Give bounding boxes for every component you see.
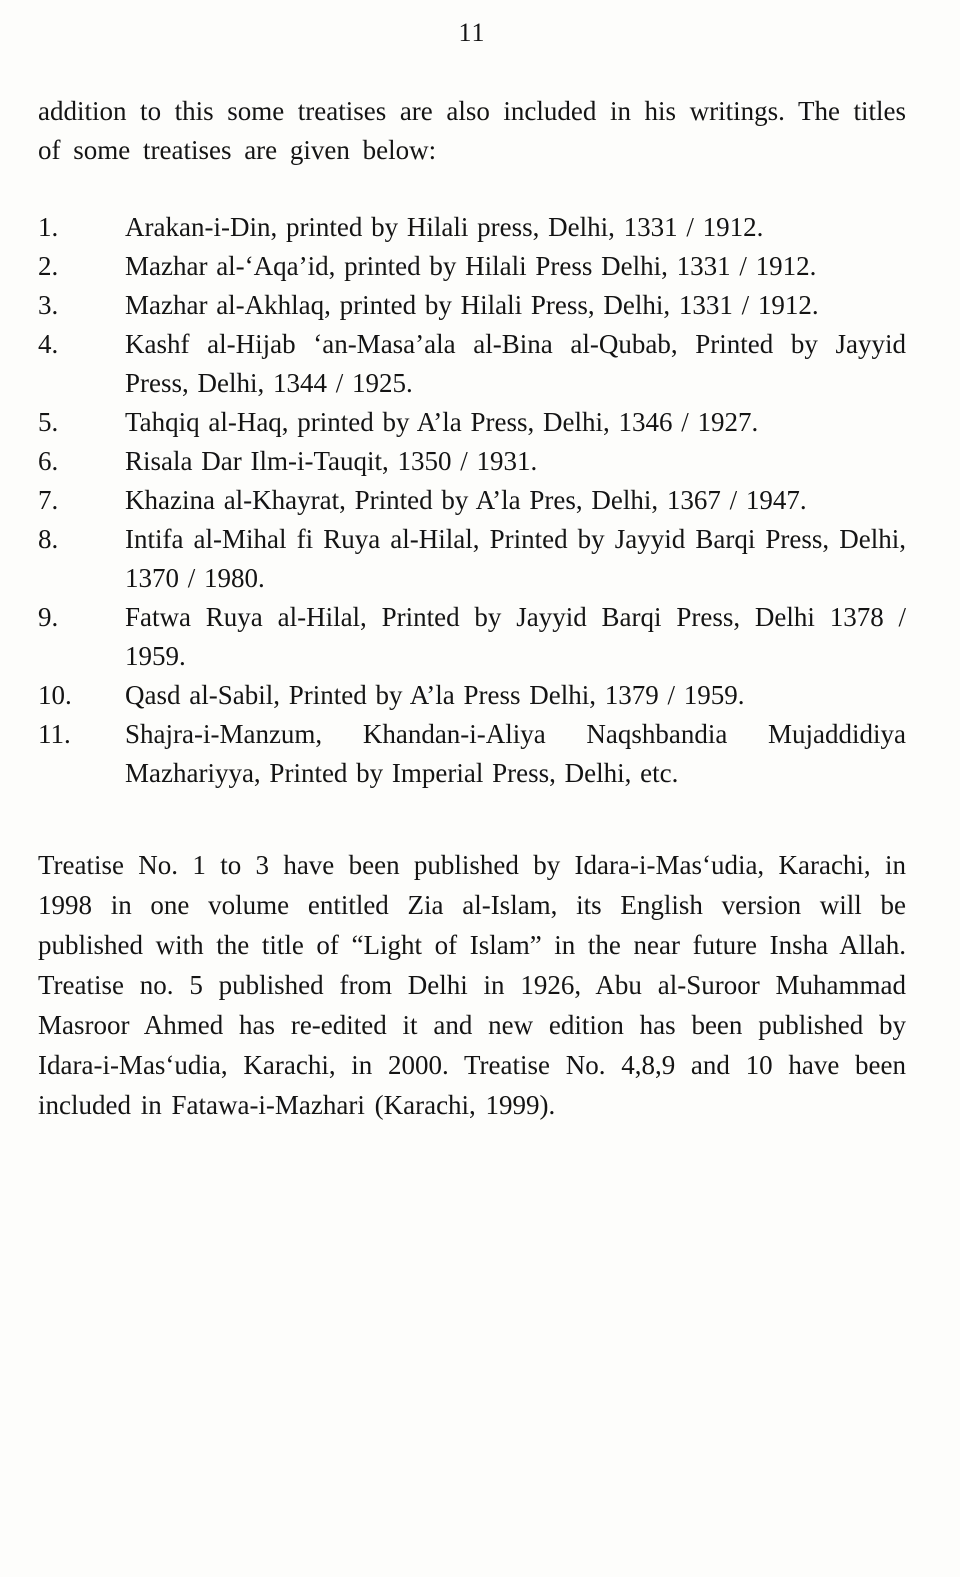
- list-item: [38, 442, 906, 481]
- item-number: 2.: [38, 251, 59, 281]
- item-number: 10.: [38, 680, 72, 710]
- intro-paragraph: addition to this some treatises are also included in his writings. The titles of some treatises are given below:: [38, 96, 906, 165]
- list-item: [38, 247, 906, 286]
- item-text: Intifa al-Mihal fi Ruya al-Hilal, Printed by Jayyid Barqi Press, Delhi, 1370 / 1980.: [125, 524, 906, 593]
- list-item: [38, 520, 906, 598]
- list-item: [38, 208, 906, 247]
- item-number: 6.: [38, 446, 59, 476]
- item-text: Mazhar al-Akhlaq, printed by Hilali Press, Delhi, 1331 / 1912.: [125, 290, 819, 320]
- item-number: 11.: [38, 719, 71, 749]
- closing-paragraph: Treatise No. 1 to 3 have been published by Idara-i-Mas‘udia, Karachi, in 1998 in one volume entitled Zia al-Islam, its English version will be published with the title of “Light of Islam” in the near future Insha Allah. Treatise no. 5 published from Delhi in 1926, Abu al-Suroor Muhammad Masroor Ahmed has re-edited it and new edition has been published by Idara-i-Mas‘udia, Karachi, in 2000. Treatise No. 4,8,9 and 10 have been included in Fatawa-i-Mazhari (Karachi, 1999).: [38, 850, 906, 1120]
- list-item: [38, 286, 906, 325]
- list-item: [38, 481, 906, 520]
- list-item: [38, 325, 906, 403]
- item-text: Kashf al-Hijab ‘an-Masa’ala al-Bina al-Qubab, Printed by Jayyid Press, Delhi, 1344 / 1925.: [125, 329, 906, 398]
- item-number: 9.: [38, 602, 59, 632]
- list-item: [38, 403, 906, 442]
- item-number: 4.: [38, 329, 59, 359]
- item-text: Qasd al-Sabil, Printed by A’la Press Delhi, 1379 / 1959.: [125, 680, 745, 710]
- item-text: Mazhar al-‘Aqa’id, printed by Hilali Press Delhi, 1331 / 1912.: [125, 251, 817, 281]
- item-text: Khazina al-Khayrat, Printed by A’la Pres, Delhi, 1367 / 1947.: [125, 485, 807, 515]
- page-number: 11: [458, 18, 486, 47]
- item-text: Shajra-i-Manzum, Khandan-i-Aliya Naqshbandia Mujaddidiya Mazhariyya, Printed by Imperial Press, Delhi, etc.: [125, 719, 906, 788]
- list-item: [38, 676, 906, 715]
- item-number: 8.: [38, 524, 59, 554]
- list-item: [38, 598, 906, 676]
- item-number: 5.: [38, 407, 59, 437]
- item-text: Arakan-i-Din, printed by Hilali press, Delhi, 1331 / 1912.: [125, 212, 764, 242]
- item-number: 3.: [38, 290, 59, 320]
- item-text: Risala Dar Ilm-i-Tauqit, 1350 / 1931.: [125, 446, 538, 476]
- item-text: Fatwa Ruya al-Hilal, Printed by Jayyid Barqi Press, Delhi 1378 / 1959.: [125, 602, 906, 671]
- item-number: 7.: [38, 485, 59, 515]
- item-text: Tahqiq al-Haq, printed by A’la Press, Delhi, 1346 / 1927.: [125, 407, 759, 437]
- list-item: [38, 715, 906, 793]
- treatise-list: [38, 208, 906, 793]
- item-number: 1.: [38, 212, 59, 242]
